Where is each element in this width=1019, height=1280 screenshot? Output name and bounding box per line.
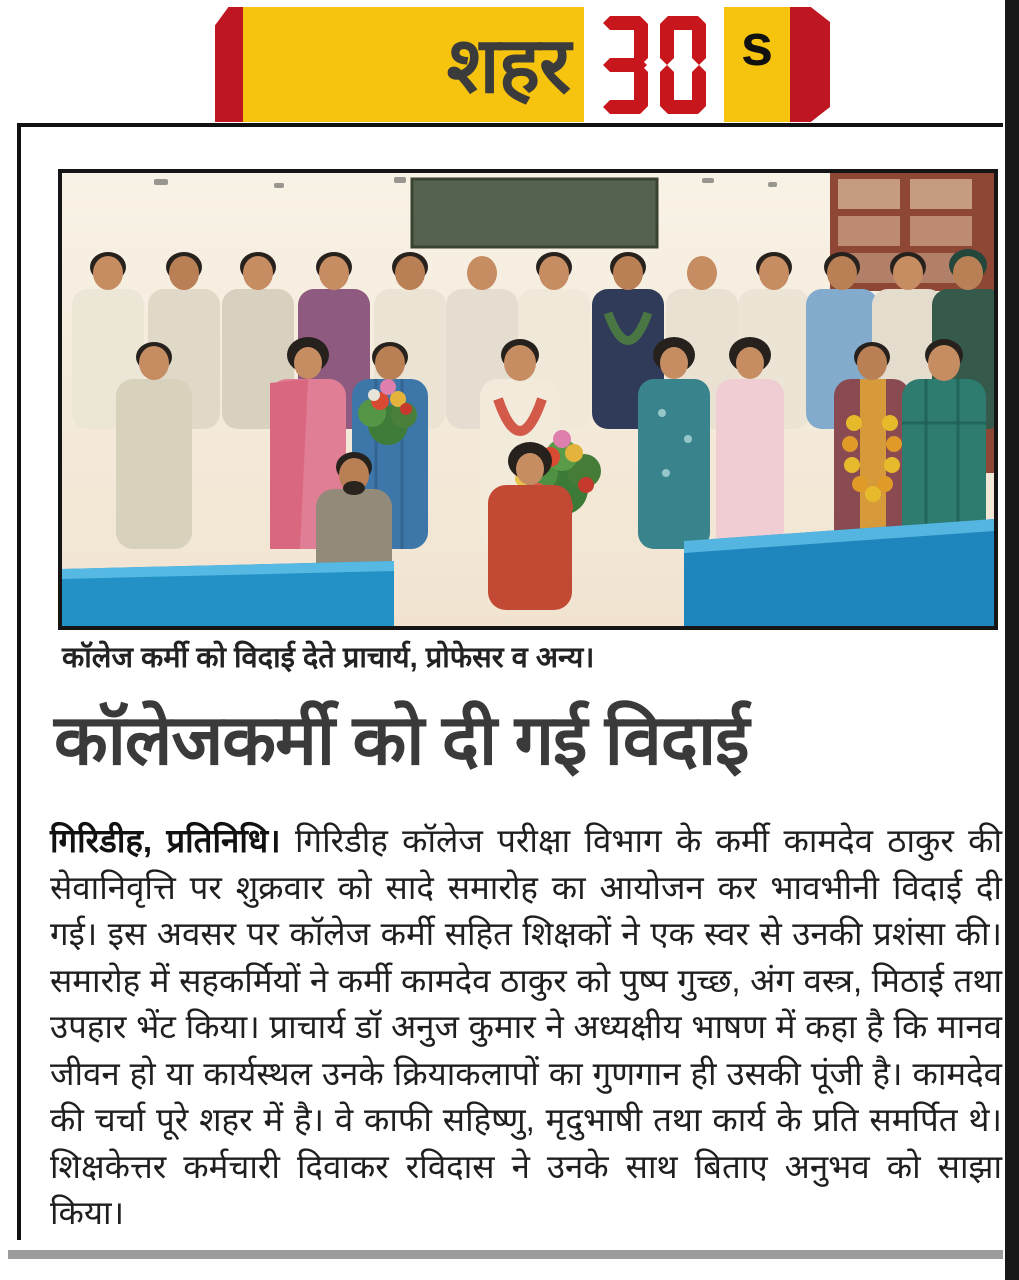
masthead-yellow-panel [243,7,584,122]
masthead-suffix: s [740,13,774,78]
article-headline: कॉलेजकर्मी को दी गई विदाई [54,701,749,779]
seven-segment-30-icon [596,13,712,117]
body-paragraph: गिरिडीह कॉलेज परीक्षा विभाग के कर्मी कामदेव ठाकुर की सेवानिवृत्ति पर शुक्रवार को सादे समारोह का आयोजन कर भावभीनी विदाई दी गई। इस अवसर पर कॉलेज कर्मी सहित शिक्षकों ने एक स्वर से उनकी प्रशंसा की। समारोह में सहकर्मियों ने कर्मी कामदेव ठाकुर को पुष्प गुच्छ, अंग वस्त्र, मिठाई तथा उपहार भेंट किया। प्राचार्य डॉ अनुज कुमार ने अध्यक्षीय भाषण में कहा है कि मानव जीवन हो या कार्यस्थल उनके क्रियाकलापों का गुणगान ही उसकी पूंजी है। कामदेव की चर्चा पूरे शहर में है। वे काफी सहिष्णु, मृदुभाषी तथा कार्य के प्रति समर्पित थे। शिक्षकेत्तर कर्मचारी दिवाकर रविदास ने उनके साथ बिताए अनुभव को साझा किया। [50,822,1002,1231]
masthead-right-stripe [790,7,830,122]
article-body [50,818,1002,1237]
byline: गिरिडीह, प्रतिनिधि। [50,822,281,859]
photo-illustration [62,173,994,626]
bottom-divider [8,1250,1003,1259]
masthead-suffix-panel [724,7,790,122]
masthead-banner [215,7,830,122]
masthead-digit-box [584,7,724,122]
news-photo [58,169,998,630]
masthead-left-stripe [215,7,243,122]
photo-caption: कॉलेज कर्मी को विदाई देते प्राचार्य, प्रोफेसर व अन्य। [62,642,595,674]
page-edge-strip [1005,0,1019,1280]
masthead-section-label: शहर [446,20,570,109]
